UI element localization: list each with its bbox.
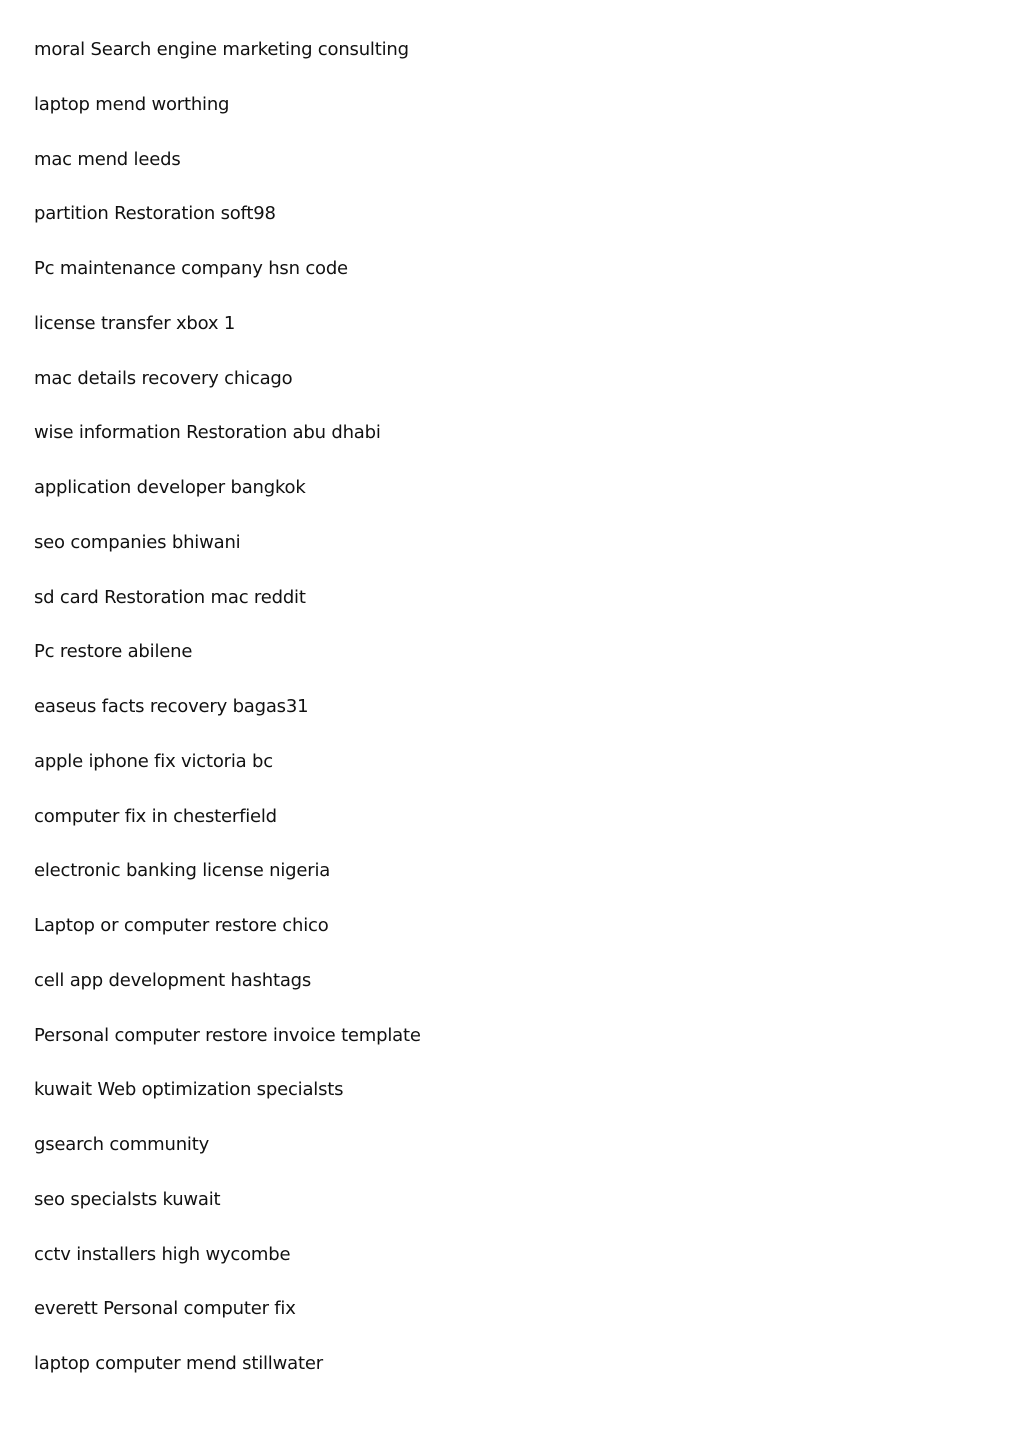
list-item-link[interactable]: Laptop or computer restore chico <box>34 915 329 936</box>
list-item <box>34 693 421 748</box>
list-item-link[interactable]: cell app development hashtags <box>34 969 312 991</box>
list-item <box>34 91 421 146</box>
list-item <box>34 584 421 639</box>
list-item <box>34 1186 421 1241</box>
list-item-link[interactable]: Pc maintenance company hsn code <box>34 258 348 279</box>
list-item <box>34 255 421 310</box>
list-item <box>34 1241 421 1296</box>
list-item <box>34 146 421 201</box>
list-item <box>34 474 421 529</box>
list-item-link[interactable]: easeus facts recovery bagas31 <box>34 696 309 717</box>
list-item-link[interactable]: gsearch community <box>34 1134 210 1155</box>
list-item-link[interactable]: sd card Restoration mac reddit <box>34 586 306 608</box>
list-item <box>34 748 421 803</box>
list-item <box>34 1022 421 1077</box>
list-item-link[interactable]: mac mend leeds <box>34 148 181 170</box>
list-item <box>34 803 421 858</box>
list-item-link[interactable]: laptop mend worthing <box>34 93 230 115</box>
list-item-link[interactable]: electronic banking license nigeria <box>34 860 331 882</box>
list-item <box>34 1076 421 1131</box>
list-item-link[interactable]: laptop computer mend stillwater <box>34 1353 323 1374</box>
list-item-link[interactable]: everett Personal computer fix <box>34 1298 296 1320</box>
link-list <box>34 36 421 1405</box>
list-item-link[interactable]: moral Search engine marketing consulting <box>34 39 409 60</box>
list-item <box>34 638 421 693</box>
list-item-link[interactable]: Pc restore abilene <box>34 641 193 663</box>
list-item-link[interactable]: seo specialsts kuwait <box>34 1188 221 1210</box>
list-item-link[interactable]: kuwait Web optimization specialsts <box>34 1079 344 1101</box>
list-item-link[interactable]: cctv installers high wycombe <box>34 1243 291 1265</box>
list-item-link[interactable]: Personal computer restore invoice template <box>34 1024 421 1046</box>
list-item-link[interactable]: application developer bangkok <box>34 477 306 498</box>
list-item-link[interactable]: wise information Restoration abu dhabi <box>34 422 381 444</box>
list-item <box>34 310 421 365</box>
list-item-link[interactable]: computer fix in chesterfield <box>34 805 277 827</box>
list-item <box>34 857 421 912</box>
list-item-link[interactable]: apple iphone fix victoria bc <box>34 750 273 772</box>
list-item <box>34 419 421 474</box>
list-item-link[interactable]: mac details recovery chicago <box>34 367 293 389</box>
list-item <box>34 967 421 1022</box>
list-item <box>34 1350 421 1405</box>
list-item <box>34 1295 421 1350</box>
list-item <box>34 529 421 584</box>
list-item <box>34 200 421 255</box>
list-item-link[interactable]: seo companies bhiwani <box>34 531 241 553</box>
list-item-link[interactable]: license transfer xbox 1 <box>34 312 236 334</box>
list-item <box>34 36 421 91</box>
list-item <box>34 912 421 967</box>
list-item-link[interactable]: partition Restoration soft98 <box>34 203 276 225</box>
list-item <box>34 1131 421 1186</box>
list-item <box>34 365 421 420</box>
